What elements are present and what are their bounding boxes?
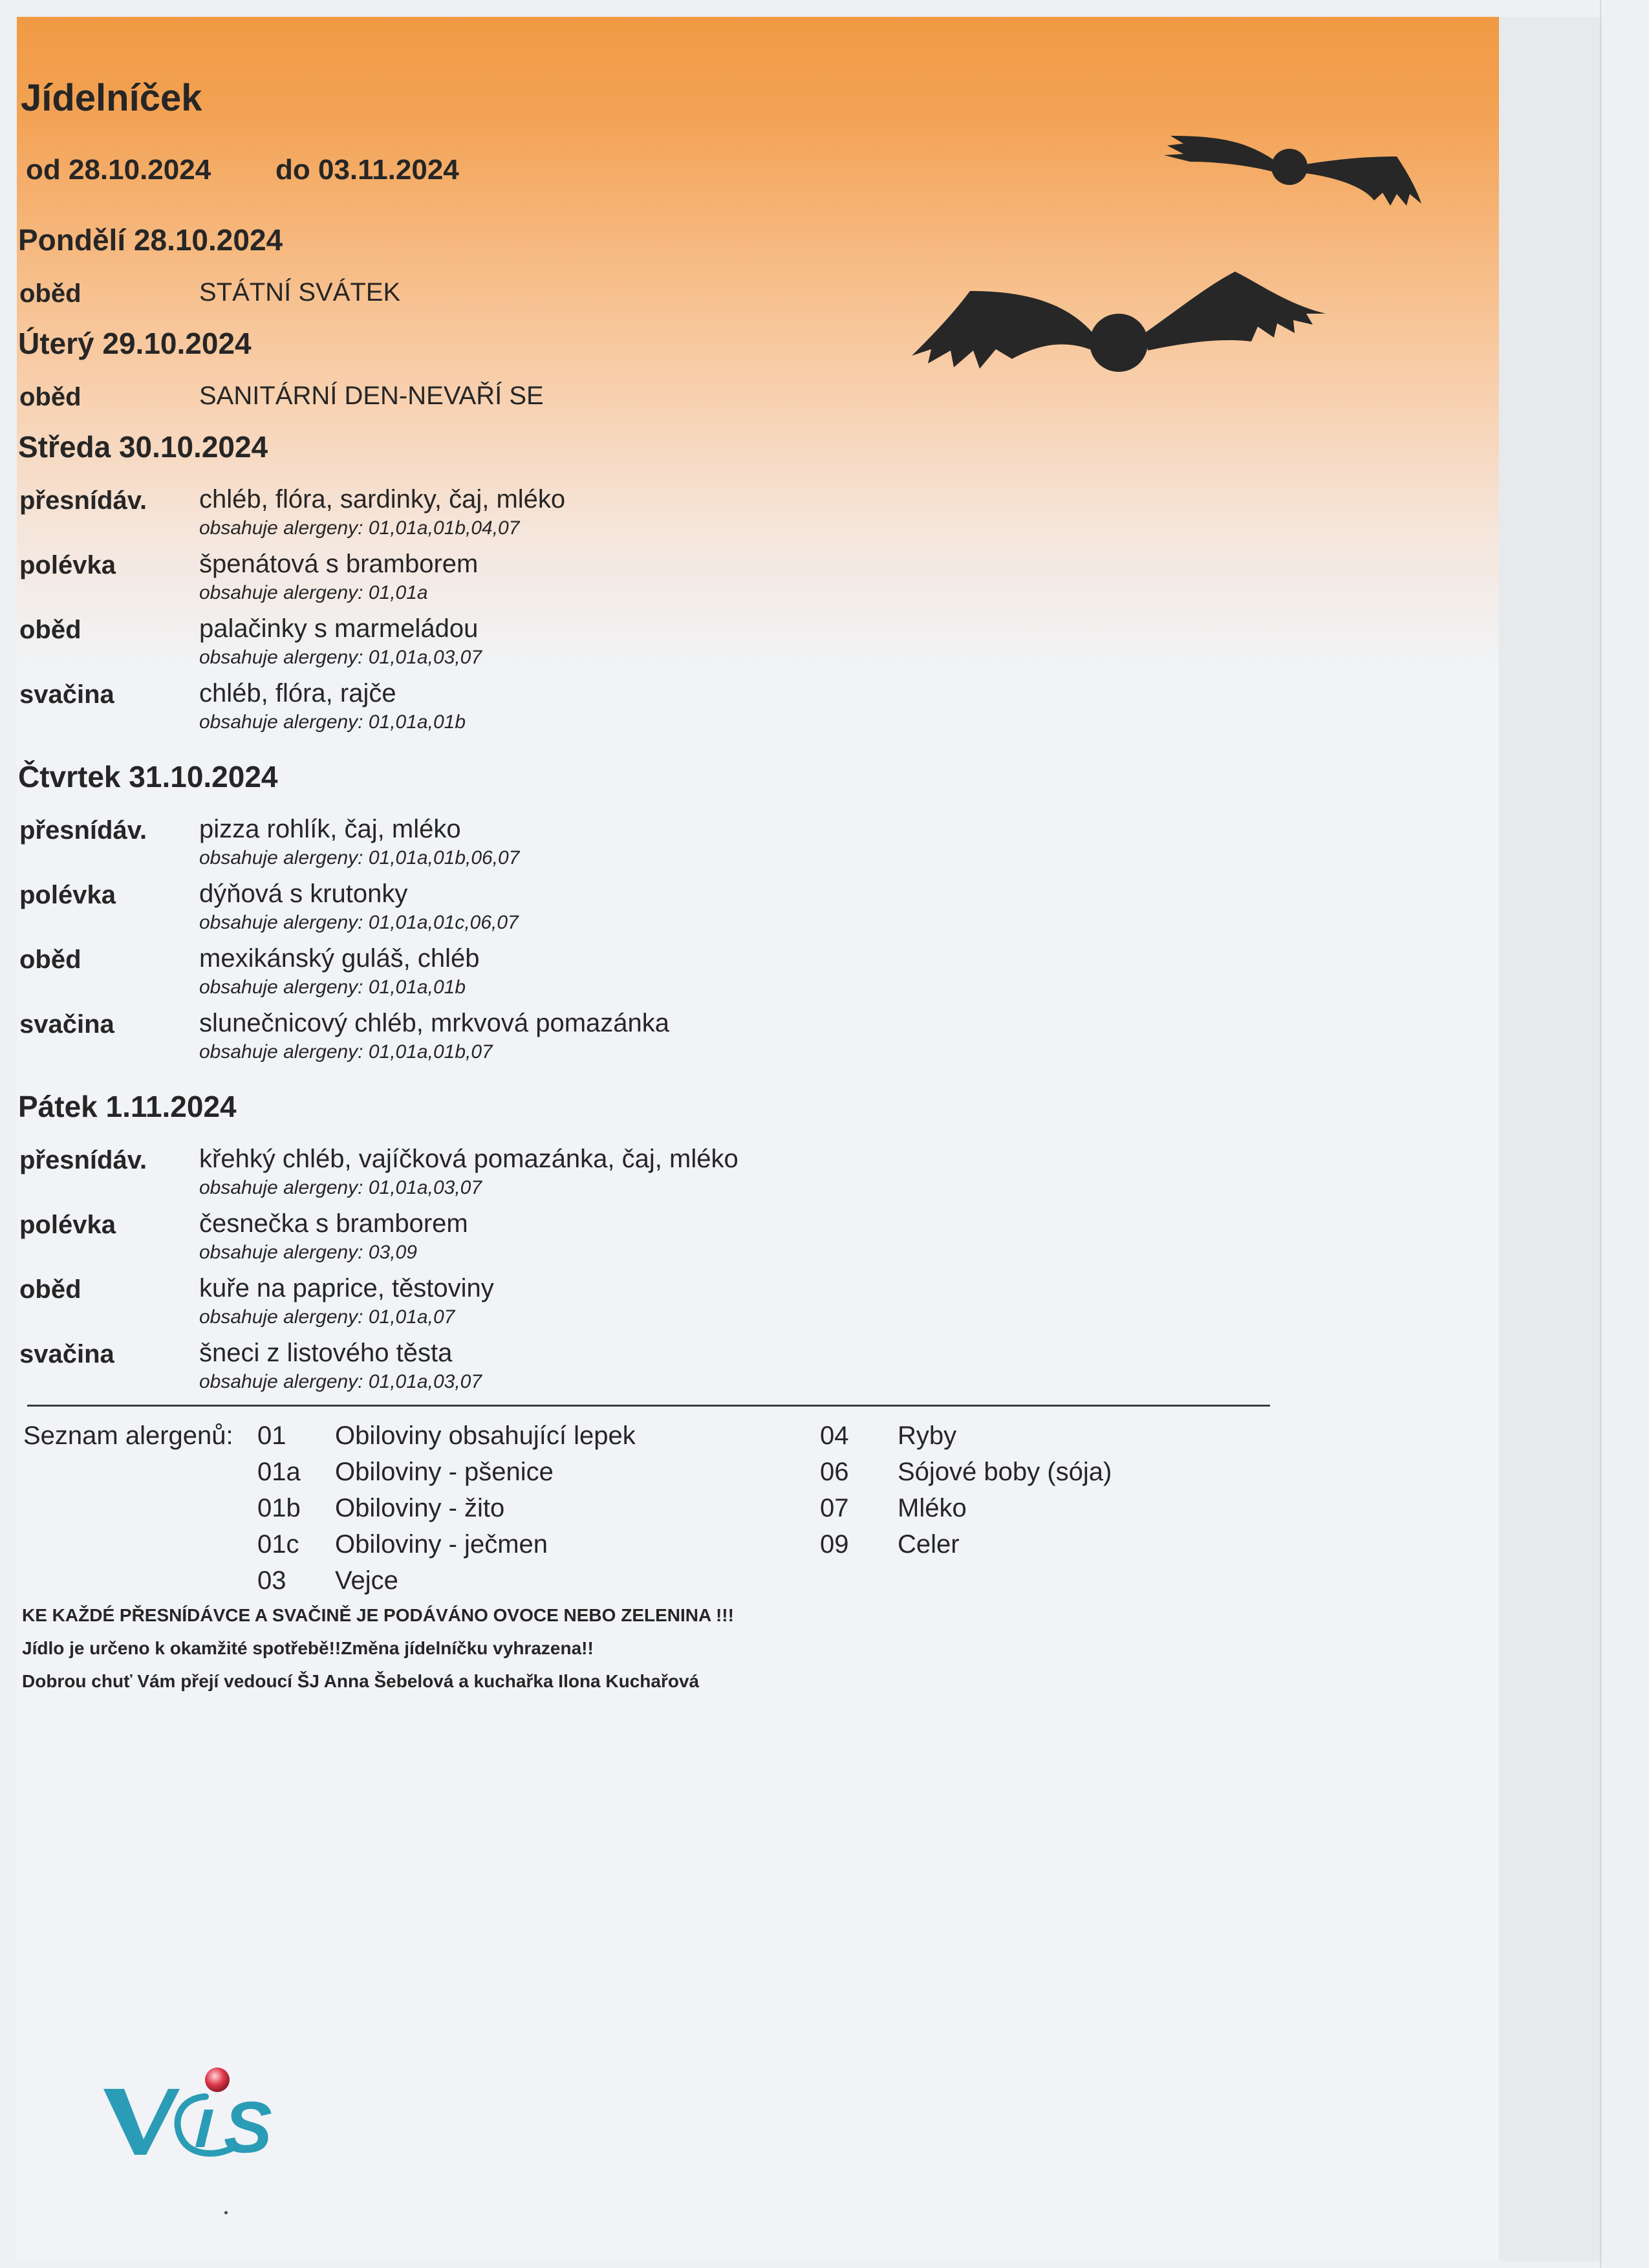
divider [27,1405,1270,1407]
meal-allergens: obsahuje alergeny: 01,01a,03,07 [199,647,482,668]
meal-label: polévka [19,881,116,909]
meal-dish: chléb, flóra, sardinky, čaj, mléko [199,485,566,513]
meal-dish: STÁTNÍ SVÁTEK [199,278,401,307]
allergen-list-label: Seznam alergenů: [23,1421,233,1450]
allergen-code: 03 [257,1566,286,1595]
meal-dish: špenátová s bramborem [199,550,479,578]
allergen-name: Celer [898,1530,960,1559]
day-heading-monday: Pondělí 28.10.2024 [18,223,283,257]
meal-label: oběd [19,279,81,308]
day-heading-tuesday: Úterý 29.10.2024 [18,327,252,360]
meal-allergens: obsahuje alergeny: 01,01a,01b [199,711,466,733]
allergen-name: Obiloviny - pšenice [335,1458,554,1486]
allergen-code: 01 [257,1421,286,1450]
allergen-name: Ryby [898,1421,957,1450]
allergen-code: 01b [257,1494,301,1522]
meal-label: oběd [19,1275,81,1304]
meal-allergens: obsahuje alergeny: 03,09 [199,1242,417,1263]
scan-speck [224,2211,228,2214]
meal-dish: křehký chléb, vajíčková pomazánka, čaj, mléko [199,1145,738,1173]
meal-allergens: obsahuje alergeny: 01,01a,01b,04,07 [199,517,520,539]
allergen-code: 06 [820,1458,849,1486]
meal-dish: palačinky s marmeládou [199,614,479,643]
meal-allergens: obsahuje alergeny: 01,01a,01b [199,977,466,998]
meal-label: polévka [19,551,116,579]
meal-label: oběd [19,945,81,974]
meal-label: přesnídáv. [19,816,147,845]
footer-note-consume: Jídlo je určeno k okamžité spotřebě!!Změna jídelníčku vyhrazena!! [22,1638,594,1658]
meal-label: polévka [19,1211,116,1239]
allergen-name: Vejce [335,1566,398,1595]
day-heading-thursday: Čtvrtek 31.10.2024 [18,760,278,794]
allergen-name: Obiloviny obsahující lepek [335,1421,636,1450]
bats-decoration [899,97,1436,382]
footer-note-greeting: Dobrou chuť Vám přejí vedoucí ŠJ Anna Šebelová a kuchařka Ilona Kuchařová [22,1671,700,1691]
meal-dish: pizza rohlík, čaj, mléko [199,815,461,843]
footer-note-fruit: KE KAŽDÉ PŘESNÍDÁVCE A SVAČINĚ JE PODÁVÁNO OVOCE NEBO ZELENINA !!! [22,1605,734,1625]
meal-label: přesnídáv. [19,1146,147,1174]
meal-dish: kuře na paprice, těstoviny [199,1274,494,1302]
meal-allergens: obsahuje alergeny: 01,01a,03,07 [199,1371,482,1392]
meal-label: svačina [19,680,114,709]
logo-lettering: S [224,2087,272,2166]
meal-dish: SANITÁRNÍ DEN-NEVAŘÍ SE [199,382,544,410]
meal-allergens: obsahuje alergeny: 01,01a,01b,07 [199,1041,493,1063]
allergen-name: Sójové boby (sója) [898,1458,1112,1486]
meal-dish: česnečka s bramborem [199,1209,468,1238]
page-shadow [1499,17,1602,2261]
allergen-code: 01c [257,1530,299,1559]
meal-allergens: obsahuje alergeny: 01,01a,01b,06,07 [199,847,520,869]
allergen-name: Obiloviny - žito [335,1494,505,1522]
meal-allergens: obsahuje alergeny: 01,01a,01c,06,07 [199,912,519,933]
meal-dish: šneci z listového těsta [199,1339,453,1367]
allergen-code: 09 [820,1530,849,1559]
allergen-code: 04 [820,1421,849,1450]
meal-label: oběd [19,616,81,644]
day-heading-friday: Pátek 1.11.2024 [18,1090,237,1123]
allergen-code: 07 [820,1494,849,1522]
day-heading-wednesday: Středa 30.10.2024 [18,430,268,464]
bat-icon-large [912,272,1326,372]
allergen-name: Mléko [898,1494,967,1522]
bat-icon-small [1164,136,1421,206]
meal-label: svačina [19,1340,114,1368]
meal-label: oběd [19,383,81,411]
meal-allergens: obsahuje alergeny: 01,01a,03,07 [199,1177,482,1198]
date-from: od 28.10.2024 [26,154,211,186]
page-edge [1600,0,1601,2268]
meal-label: přesnídáv. [19,486,147,515]
meal-allergens: obsahuje alergeny: 01,01a,07 [199,1306,455,1328]
meal-dish: dýňová s krutonky [199,880,408,908]
allergen-name: Obiloviny - ječmen [335,1530,548,1559]
vis-logo [96,2057,309,2166]
meal-label: svačina [19,1010,114,1039]
meal-dish: mexikánský guláš, chléb [199,944,480,973]
meal-dish: chléb, flóra, rajče [199,679,396,707]
meal-dish: slunečnicový chléb, mrkvová pomazánka [199,1009,670,1037]
meal-allergens: obsahuje alergeny: 01,01a [199,582,428,603]
allergen-code: 01a [257,1458,301,1486]
date-to: do 03.11.2024 [275,154,459,186]
page-title: Jídelníček [21,77,202,119]
